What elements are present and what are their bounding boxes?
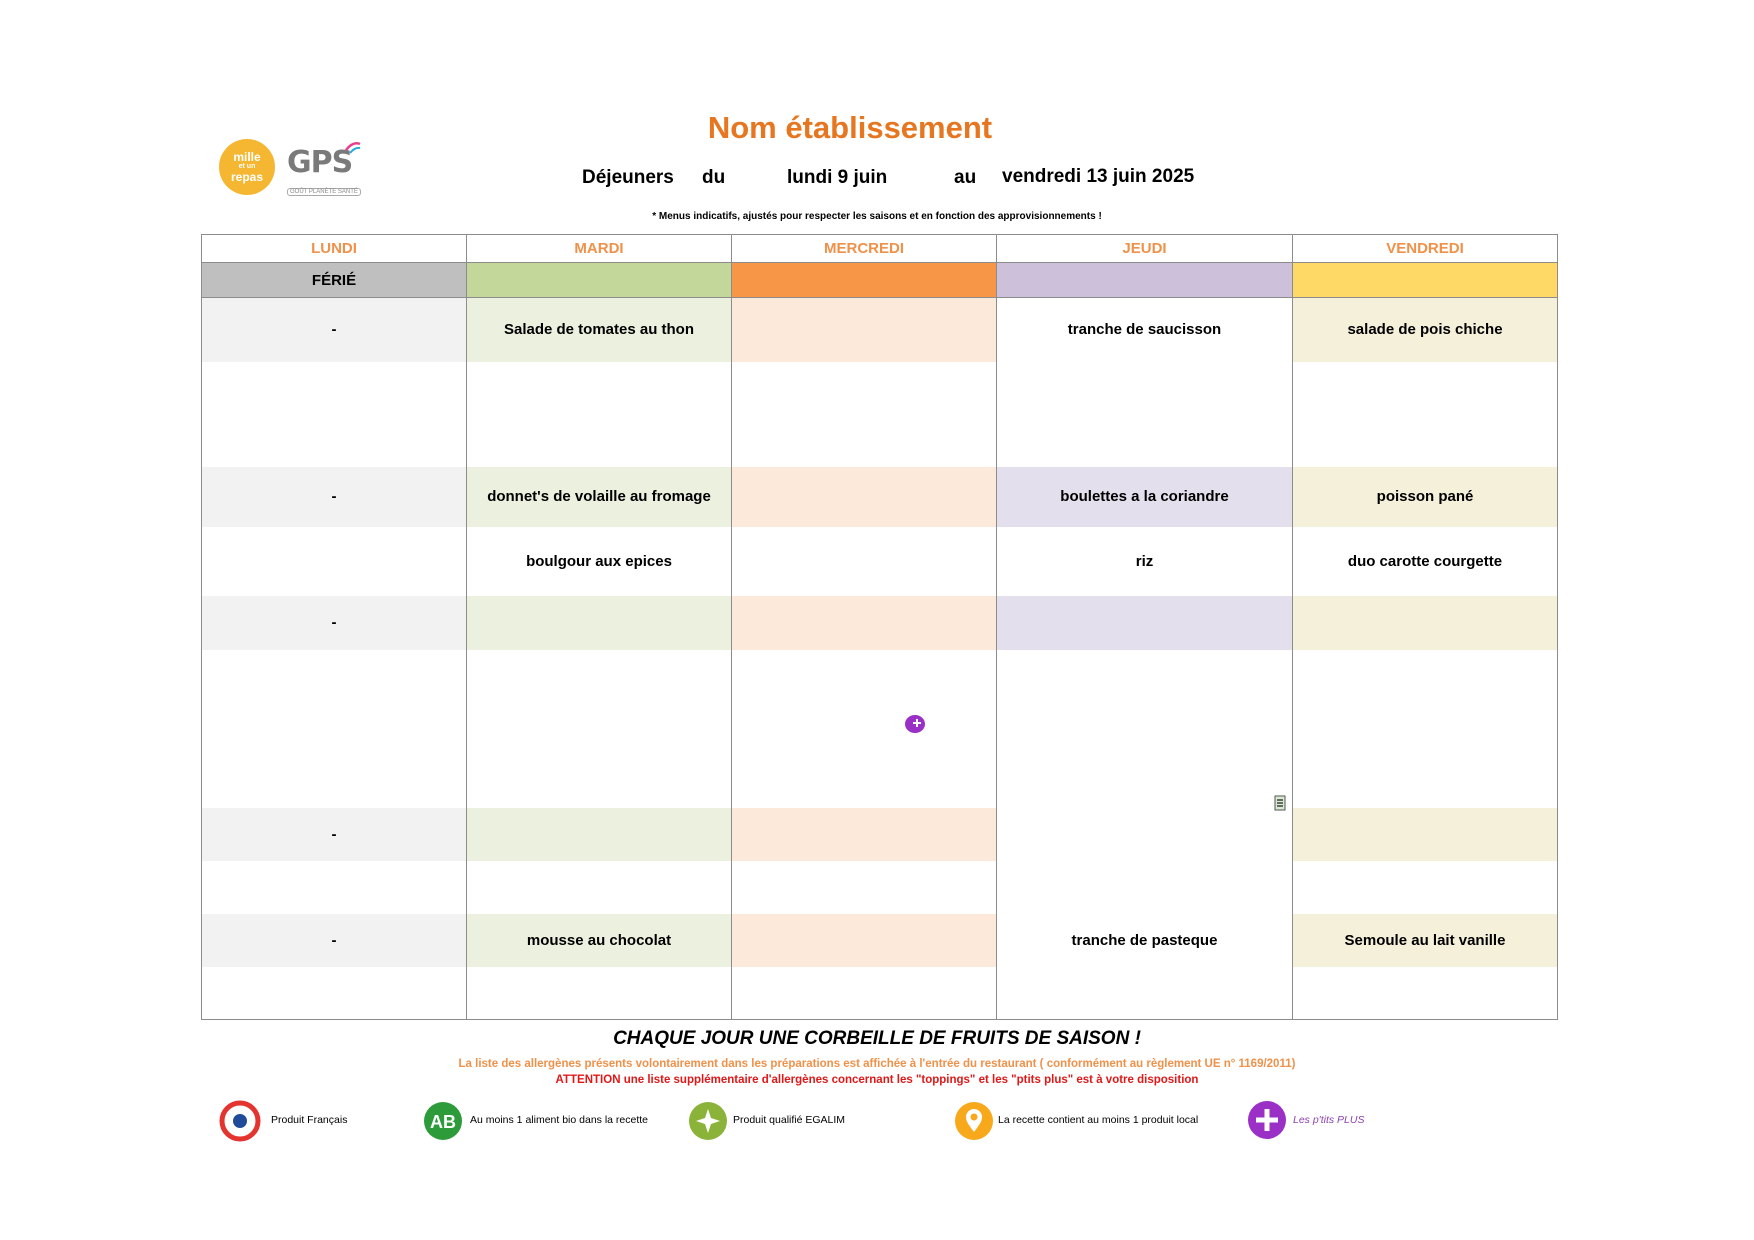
- day-header: MARDI: [467, 235, 732, 263]
- legend-label: Produit qualifié EGALIM: [733, 1114, 846, 1126]
- day-header-row: [202, 235, 1558, 263]
- organic-ab-icon: [422, 1100, 464, 1142]
- menu-table: [201, 234, 1558, 1020]
- legend-label: La recette contient au moins 1 produit local: [998, 1114, 1199, 1126]
- spacer-row: [202, 362, 1558, 467]
- day-color-band: [732, 263, 997, 298]
- dessert-row: [202, 914, 1558, 967]
- menu-cell: -: [202, 914, 467, 967]
- menu-cell: [732, 808, 997, 861]
- menu-cell: [1293, 808, 1558, 861]
- menu-cell: -: [202, 808, 467, 861]
- menu-cell: [997, 808, 1293, 861]
- accompagnement-row: [202, 527, 1558, 596]
- menu-cell: [467, 596, 732, 650]
- logo-text: et un: [238, 163, 256, 170]
- egalim-icon: [687, 1100, 729, 1142]
- menu-cell: salade de pois chiche: [1293, 298, 1558, 362]
- fruits-banner: CHAQUE JOUR UNE CORBEILLE DE FRUITS DE SAISON !: [613, 1028, 1141, 1049]
- menu-cell: [732, 527, 997, 596]
- menu-cell: [467, 808, 732, 861]
- menu-cell: [732, 298, 997, 362]
- menu-cell: mousse au chocolat: [467, 914, 732, 967]
- du-label: du: [702, 167, 726, 188]
- menu-row-5: [202, 596, 1558, 650]
- spacer-row: [202, 650, 1558, 808]
- menu-cell: [997, 596, 1293, 650]
- start-date: lundi 9 juin: [787, 167, 888, 188]
- color-band-row: [202, 263, 1558, 298]
- french-product-icon: [219, 1100, 261, 1142]
- menu-cell: -: [202, 596, 467, 650]
- menu-cell: duo carotte courgette: [1293, 527, 1558, 596]
- menu-cell: donnet's de volaille au fromage: [467, 467, 732, 527]
- logo-text: mille: [233, 150, 261, 164]
- legend-label: Les p'tits PLUS: [1293, 1114, 1365, 1126]
- page-title: Nom établissement: [707, 110, 993, 145]
- menu-cell: [202, 527, 467, 596]
- menu-row-7: [202, 808, 1558, 861]
- local-product-icon: [953, 1100, 995, 1142]
- plat-row: [202, 467, 1558, 527]
- ptits-plus-icon: [1246, 1099, 1288, 1141]
- logo-text: repas: [230, 170, 264, 184]
- menu-cell: poisson pané: [1293, 467, 1558, 527]
- gps-logo: [287, 145, 362, 195]
- gps-logo-text: GPS: [287, 145, 353, 180]
- day-header: VENDREDI: [1293, 235, 1558, 263]
- au-label: au: [954, 167, 977, 188]
- menu-cell: Semoule au lait vanille: [1293, 914, 1558, 967]
- dejeuners-label: Déjeuners: [582, 167, 674, 188]
- spacer-row: [202, 967, 1558, 1020]
- menu-cell: tranche de saucisson: [997, 298, 1293, 362]
- menu-cell: tranche de pasteque: [997, 914, 1293, 967]
- menu-cell: -: [202, 467, 467, 527]
- day-color-band: [997, 263, 1293, 298]
- menu-note: * Menus indicatifs, ajustés pour respecter les saisons et en fonction des approvisionnements !: [652, 211, 1102, 222]
- mille-et-un-repas-logo: [219, 139, 275, 195]
- ptits-plus-small-icon: [904, 714, 926, 734]
- attention-notice: ATTENTION une liste supplémentaire d'allergènes concernant les "toppings" et les "ptits plus" est à votre disposition: [555, 1074, 1199, 1086]
- legend-label: Produit Français: [271, 1114, 348, 1126]
- legend-label: Au moins 1 aliment bio dans la recette: [470, 1114, 649, 1126]
- ferie-cell: FÉRIÉ: [202, 263, 467, 298]
- allergens-notice: La liste des allergènes présents volontairement dans les préparations est affichée à l'entrée du restaurant ( conformément au règlement UE n° 1169/2011): [458, 1058, 1296, 1070]
- day-color-band: [1293, 263, 1558, 298]
- menu-cell: [1293, 596, 1558, 650]
- menu-cell: boulgour aux epices: [467, 527, 732, 596]
- menu-cell: [732, 914, 997, 967]
- day-header: MERCREDI: [732, 235, 997, 263]
- spacer-row: [202, 861, 1558, 914]
- menu-cell: [732, 596, 997, 650]
- svg-text:AB: AB: [430, 1112, 456, 1132]
- entree-row: [202, 298, 1558, 362]
- gps-swoosh-icon: [345, 141, 361, 155]
- end-date: vendredi 13 juin 2025: [1002, 166, 1195, 187]
- day-header: LUNDI: [202, 235, 467, 263]
- menu-cell: boulettes a la coriandre: [997, 467, 1293, 527]
- menu-cell: -: [202, 298, 467, 362]
- menu-cell: [732, 467, 997, 527]
- day-color-band: [467, 263, 732, 298]
- gps-logo-subtitle: GOÛT PLANÈTE SANTÉ: [287, 188, 361, 196]
- menu-cell: riz: [997, 527, 1293, 596]
- document-small-icon: [1274, 795, 1286, 811]
- menu-cell: Salade de tomates au thon: [467, 298, 732, 362]
- day-header: JEUDI: [997, 235, 1293, 263]
